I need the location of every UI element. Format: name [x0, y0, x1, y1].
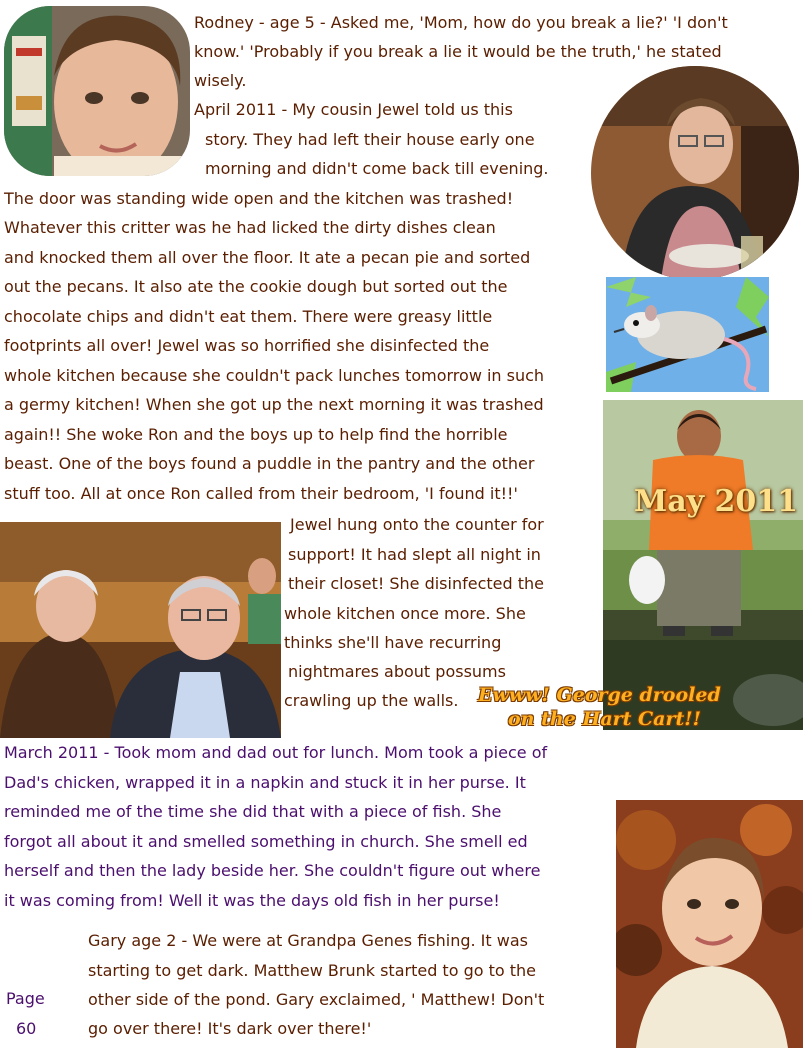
possum-line: Jewel hung onto the counter for [290, 515, 544, 534]
possum-line: a germy kitchen! When she got up the next morning it was trashed [4, 395, 544, 414]
possum-line: April 2011 - My cousin Jewel told us this [194, 100, 513, 119]
possum-line: The door was standing wide open and the kitchen was trashed! [4, 189, 514, 208]
possum-line: morning and didn't come back till evening. [205, 159, 549, 178]
possum-line: Whatever this critter was he had licked the dirty dishes clean [4, 218, 496, 237]
march-line: it was coming from! Well it was the days old fish in her purse! [4, 891, 500, 910]
ewww-caption-line1: Ewww! George drooled [478, 684, 721, 706]
ewww-caption-line2: on the Hart Cart!! [508, 708, 701, 730]
possum-line: beast. One of the boys found a puddle in the pantry and the other [4, 454, 535, 473]
possum-line: stuff too. All at once Ron called from their bedroom, 'I found it!!' [4, 484, 518, 503]
possum-line: whole kitchen because she couldn't pack lunches tomorrow in such [4, 366, 545, 385]
march-line: March 2011 - Took mom and dad out for lunch. Mom took a piece of [4, 743, 548, 762]
possum-line: footprints all over! Jewel was so horrified she disinfected the [4, 336, 490, 355]
gary-line: Gary age 2 - We were at Grandpa Genes fishing. It was [88, 931, 528, 950]
rodney-line: know.' 'Probably if you break a lie it would be the truth,' he stated [194, 42, 722, 61]
possum-line: thinks she'll have recurring [284, 633, 502, 652]
possum-line: whole kitchen once more. She [284, 604, 526, 623]
gary-line: starting to get dark. Matthew Brunk started to go to the [88, 961, 537, 980]
gary-line: other side of the pond. Gary exclaimed, ' Matthew! Don't [88, 990, 545, 1009]
march-line: Dad's chicken, wrapped it in a napkin and stuck it in her purse. It [4, 773, 526, 792]
jewel-photo [591, 66, 799, 280]
march-line: reminded me of the time she did that with a piece of fish. She [4, 802, 502, 821]
march-line: forgot all about it and smelled something in church. She smell ed [4, 832, 528, 851]
page-number: 60 [16, 1019, 37, 1038]
possum-line: again!! She woke Ron and the boys up to help find the horrible [4, 425, 508, 444]
gary-line: go over there! It's dark over there!' [88, 1019, 372, 1038]
possum-line: chocolate chips and didn't eat them. There were greasy little [4, 307, 493, 326]
march-line: herself and then the lady beside her. She couldn't figure out where [4, 861, 541, 880]
george-photo [603, 400, 803, 730]
page-label: Page [6, 989, 45, 1008]
possum-line: nightmares about possums [288, 662, 506, 681]
possum-clipart [606, 277, 769, 392]
possum-line: out the pecans. It also ate the cookie dough but sorted out the [4, 277, 508, 296]
rodney-line: Rodney - age 5 - Asked me, 'Mom, how do you break a lie?' 'I don't [194, 13, 728, 32]
possum-line: and knocked them all over the floor. It ate a pecan pie and sorted [4, 248, 531, 267]
may-2011-caption: May 2011 [634, 484, 799, 519]
possum-line: crawling up the walls. [284, 691, 459, 710]
grandparents-photo [0, 522, 281, 738]
possum-line: support! It had slept all night in [288, 545, 541, 564]
possum-line: their closet! She disinfected the [288, 574, 544, 593]
gary-photo [616, 800, 803, 1048]
possum-line: story. They had left their house early one [205, 130, 535, 149]
rodney-photo [4, 6, 190, 176]
rodney-line: wisely. [194, 71, 247, 90]
